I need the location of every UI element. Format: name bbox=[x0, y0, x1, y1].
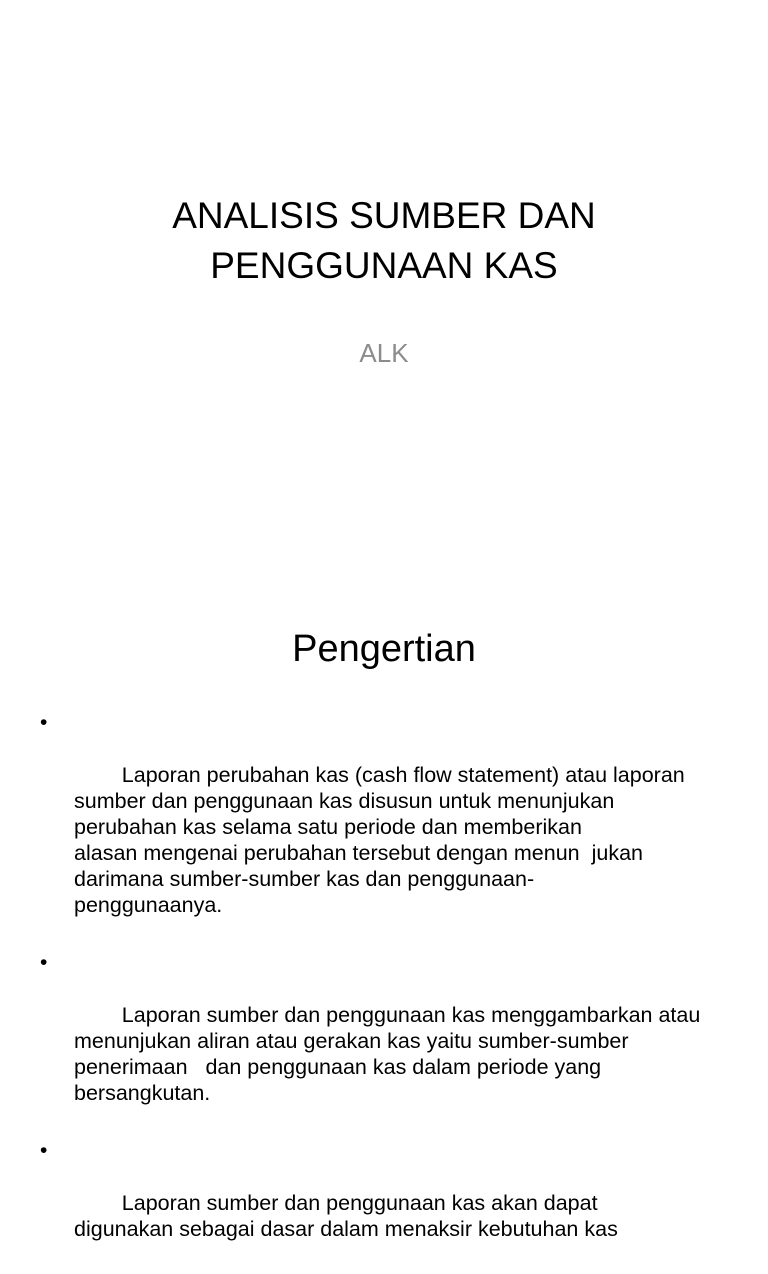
content-slide bbox=[0, 576, 768, 1241]
slide-heading: Pengertian bbox=[292, 628, 476, 670]
slide-subtitle: ALK bbox=[359, 338, 409, 368]
title-slide bbox=[0, 0, 768, 576]
bullet-icon: • bbox=[40, 711, 48, 734]
bullet-list bbox=[38, 710, 738, 1274]
slide-title bbox=[0, 191, 768, 291]
bullet-icon: • bbox=[40, 951, 48, 974]
slide-title-line-1: ANALISIS SUMBER DAN bbox=[172, 195, 596, 236]
bullet-item bbox=[38, 710, 738, 944]
bullet-item bbox=[38, 1138, 738, 1268]
slide-title-line-2: PENGGUNAAN KAS bbox=[210, 245, 558, 286]
bullet-text: Laporan sumber dan penggunaan kas akan dapat digunakan sebagai dasar dalam menaksir kebutuhan kas bbox=[74, 1191, 618, 1241]
bullet-text: Laporan sumber dan penggunaan kas menggambarkan atau menunjukan aliran atau gerakan kas yaitu sumber-sumber penerimaan dan penggunaan kas dalam periode yang bersangkutan. bbox=[74, 1003, 701, 1105]
bullet-item bbox=[38, 950, 738, 1132]
bullet-text: Laporan perubahan kas (cash flow statement) atau laporan sumber dan penggunaan kas disusun untuk menunjukan perubahan kas selama satu periode dan memberikan alasan mengenai perubahan tersebut dengan menun jukan darimana sumber-sumber kas dan penggunaan- penggunaanya. bbox=[74, 763, 685, 917]
bullet-icon: • bbox=[40, 1139, 48, 1162]
